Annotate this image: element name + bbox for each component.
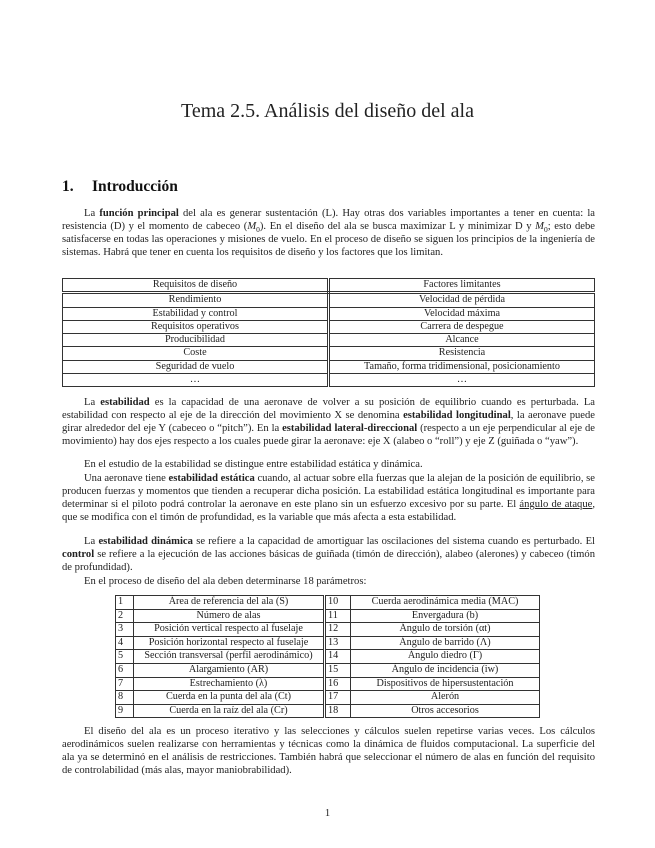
table-cell: …: [63, 374, 329, 387]
param-name: Ángulo diedro (Γ): [351, 650, 540, 664]
stability-paragraph: La estabilidad es la capacidad de una aeronave de volver a su posición de equilibrio cuando es perturbada. La estabilidad con respecto al eje de la dirección del movimiento X se denomina estabilidad longitudinal, la aeronave puede girar alrededor del eje Y (cabeceo o “pitch”). En la estabilidad lateral-direccional (respecto a un eje perpendicular al eje de movimiento) hay dos ejes respecto a los cuales puede girar la aeronave: eje X (alabeo o “roll”) y eje Z (guiñada o “yaw”).: [62, 397, 595, 448]
table-cell: Velocidad máxima: [329, 307, 595, 320]
page-title: Tema 2.5. Análisis del diseño del ala: [181, 100, 474, 122]
param-name: Otros accesorios: [351, 704, 540, 718]
section-number: 1.: [62, 178, 74, 195]
table-row: [116, 636, 540, 650]
closing-paragraph: El diseño del ala es un proceso iterativo y las selecciones y cálculos suelen repetirse varias veces. Los cálculos aerodinámicos suelen realizarse con herramientas y técnicas como la dinámica de fluidos computacional. La superficie del ala ya se determinó en el análisis de restricciones. También habrá que seleccionar el número de alas en función del requisito de controlabilidad (más alas, mayor maniobrabilidad).: [62, 726, 595, 777]
param-name: Alerón: [351, 691, 540, 705]
table-header-cell: Requisitos de diseño: [63, 279, 329, 293]
param-number: 15: [325, 663, 351, 677]
parameters-table: [115, 595, 540, 718]
static-stability-paragraph: Una aeronave tiene estabilidad estática cuando, al actuar sobre ella fuerzas que la alejan de la posición de equilibrio, se producen fuerzas y momentos que tienden a recuperar dicha posición. La estabilidad estática longitudinal es importante para determinar si el piloto podrá controlar la aeronave en este plano sin un esfuerzo excesivo por su parte. El ángulo de ataque, que se modifica con el timón de profundidad, es la variable que más afecta a esta estabilidad.: [62, 473, 595, 524]
intro-paragraph: La función principal del ala es generar sustentación (L). Hay otras dos variables importantes a tener en cuenta: la resistencia (D) y el momento de cabeceo $(M_0)$. En el diseño del ala se busca maximizar L y minimizar D y $M_0$; esto debe satisfacerse en todas las operaciones y misiones de vuelo. En el proceso de diseño se siguen los principios de la ingeniería de sistemas. Habrá que tener en cuenta los requisitos de diseño y los factores que los limitan.: [62, 208, 596, 259]
table-row: [116, 663, 540, 677]
param-name: Número de alas: [134, 609, 325, 623]
table-row: [116, 623, 540, 637]
param-number: 1: [116, 596, 134, 610]
param-number: 3: [116, 623, 134, 637]
param-name: Área de referencia del ala (S): [134, 596, 325, 610]
param-number: 2: [116, 609, 134, 623]
requirements-table: [62, 278, 595, 387]
table-cell: Velocidad de pérdida: [329, 293, 595, 307]
param-number: 8: [116, 691, 134, 705]
table-row: [63, 293, 595, 307]
table-row: [116, 596, 540, 610]
table-row: [63, 374, 595, 387]
page-number: 1: [324, 808, 331, 819]
param-number: 17: [325, 691, 351, 705]
table-row: [116, 704, 540, 718]
param-name: Ángulo de torsión (αt): [351, 623, 540, 637]
table-cell: Carrera de despegue: [329, 320, 595, 333]
param-name: Envergadura (b): [351, 609, 540, 623]
table-row: [116, 677, 540, 691]
param-number: 4: [116, 636, 134, 650]
table-cell: Resistencia: [329, 347, 595, 360]
table-row: [63, 307, 595, 320]
table-row: [116, 691, 540, 705]
dynamic-stability-paragraph: La estabilidad dinámica se refiere a la capacidad de amortiguar las oscilaciones del sistema cuando es perturbado. El control se refiere a la ejecución de las acciones básicas de guiñada (timón de dirección), alabeo (alerones) y cabeceo (timón de profundidad).: [62, 536, 596, 574]
table-row: [116, 650, 540, 664]
static-dynamic-paragraph: En el estudio de la estabilidad se distingue entre estabilidad estática y dinámica.: [84, 459, 423, 470]
param-name: Posición horizontal respecto al fuselaje: [134, 636, 325, 650]
table-cell: Tamaño, forma tridimensional, posicionamiento: [329, 360, 595, 373]
param-number: 9: [116, 704, 134, 718]
table-row: [116, 609, 540, 623]
param-number: 18: [325, 704, 351, 718]
section-title: Introducción: [92, 178, 178, 195]
table-cell: Alcance: [329, 334, 595, 347]
param-number: 14: [325, 650, 351, 664]
table-row: [63, 347, 595, 360]
table-header-cell: Factores limitantes: [329, 279, 595, 293]
param-number: 13: [325, 636, 351, 650]
table-cell: …: [329, 374, 595, 387]
param-number: 16: [325, 677, 351, 691]
table-cell: Requisitos operativos: [63, 320, 329, 333]
table-row: [63, 334, 595, 347]
param-name: Posición vertical respecto al fuselaje: [134, 623, 325, 637]
param-number: 10: [325, 596, 351, 610]
table-row: [63, 360, 595, 373]
param-name: Cuerda aerodinámica media (MAC): [351, 596, 540, 610]
table-header-row: [63, 279, 595, 293]
param-name: Ángulo de incidencia (iw): [351, 663, 540, 677]
table-cell: Seguridad de vuelo: [63, 360, 329, 373]
table-cell: Estabilidad y control: [63, 307, 329, 320]
table-cell: Rendimiento: [63, 293, 329, 307]
table-row: [63, 320, 595, 333]
param-name: Estrechamiento (λ): [134, 677, 325, 691]
section-heading: [62, 178, 178, 196]
param-name: Cuerda en la punta del ala (Ct): [134, 691, 325, 705]
table-cell: Producibilidad: [63, 334, 329, 347]
table-cell: Coste: [63, 347, 329, 360]
param-number: 12: [325, 623, 351, 637]
param-name: Dispositivos de hipersustentación: [351, 677, 540, 691]
param-name: Sección transversal (perfil aerodinámico): [134, 650, 325, 664]
parameters-intro: En el proceso de diseño del ala deben determinarse 18 parámetros:: [84, 576, 367, 587]
param-name: Cuerda en la raíz del ala (Cr): [134, 704, 325, 718]
param-number: 11: [325, 609, 351, 623]
param-name: Alargamiento (AR): [134, 663, 325, 677]
param-number: 5: [116, 650, 134, 664]
param-number: 6: [116, 663, 134, 677]
param-name: Ángulo de barrido (Λ): [351, 636, 540, 650]
param-number: 7: [116, 677, 134, 691]
